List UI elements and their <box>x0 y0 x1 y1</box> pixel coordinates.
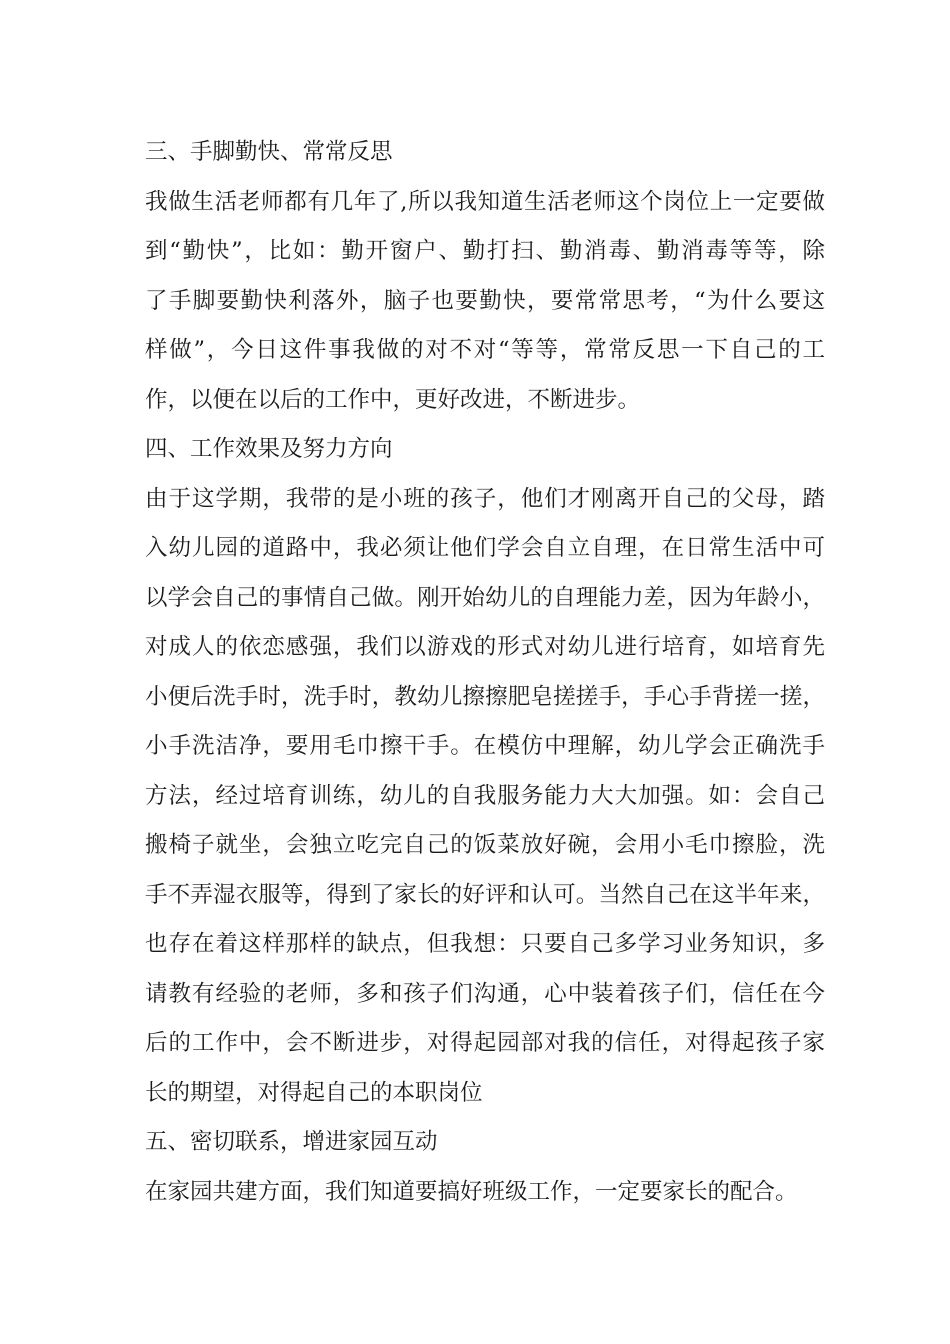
paragraph-line: 方法，经过培育训练，幼儿的自我服务能力大大加强。如：会自己 <box>145 782 825 809</box>
paragraph-line: 长的期望，对得起自己的本职岗位 <box>145 1079 483 1106</box>
paragraph-line: 作，以便在以后的工作中，更好改进，不断进步。 <box>145 386 641 413</box>
paragraph-line: 入幼儿园的道路中，我必须让他们学会自立自理，在日常生活中可 <box>145 535 825 561</box>
paragraph-line: 小手洗洁净，要用毛巾擦干手。在模仿中理解，幼儿学会正确洗手 <box>145 733 825 759</box>
document-body <box>145 128 825 1217</box>
paragraph-line: 后的工作中，会不断进步，对得起园部对我的信任，对得起孩子家 <box>145 1030 825 1056</box>
paragraph-line: 搬椅子就坐，会独立吃完自己的饭菜放好碗，会用小毛巾擦脸，洗 <box>145 832 825 858</box>
paragraph-line: 手不弄湿衣服等，得到了家长的好评和认可。当然自己在这半年来， <box>145 881 825 908</box>
paragraph-line: 我做生活老师都有几年了,所以我知道生活老师这个岗位上一定要做 <box>145 188 825 215</box>
paragraph-line: 了手脚要勤快利落外，脑子也要勤快，要常常思考，“为什么要这 <box>145 287 825 314</box>
paragraph-line: 以学会自己的事情自己做。刚开始幼儿的自理能力差，因为年龄小， <box>145 584 825 611</box>
paragraph-line: 小便后洗手时，洗手时，教幼儿擦擦肥皂搓搓手，手心手背搓一搓， <box>145 683 825 710</box>
section-heading-3: 三、手脚勤快、常常反思 <box>145 139 393 165</box>
section-heading-5: 五、密切联系，增进家园互动 <box>145 1129 438 1155</box>
paragraph-line: 请教有经验的老师，多和孩子们沟通，心中装着孩子们，信任在今 <box>145 980 825 1007</box>
paragraph-line: 也存在着这样那样的缺点，但我想：只要自己多学习业务知识，多 <box>145 931 825 957</box>
paragraph-line: 由于这学期，我带的是小班的孩子，他们才刚离开自己的父母，踏 <box>145 485 825 512</box>
paragraph-line: 样做”，今日这件事我做的对不对“等等，常常反思一下自己的工 <box>145 337 825 363</box>
section-heading-4: 四、工作效果及努力方向 <box>145 436 393 462</box>
paragraph-line: 在家园共建方面，我们知道要搞好班级工作，一定要家长的配合。 <box>145 1178 798 1205</box>
paragraph-line: 对成人的依恋感强，我们以游戏的形式对幼儿进行培育，如培育先 <box>145 634 825 660</box>
paragraph-line: 到“勤快”，比如：勤开窗户、勤打扫、勤消毒、勤消毒等等，除 <box>145 238 825 264</box>
